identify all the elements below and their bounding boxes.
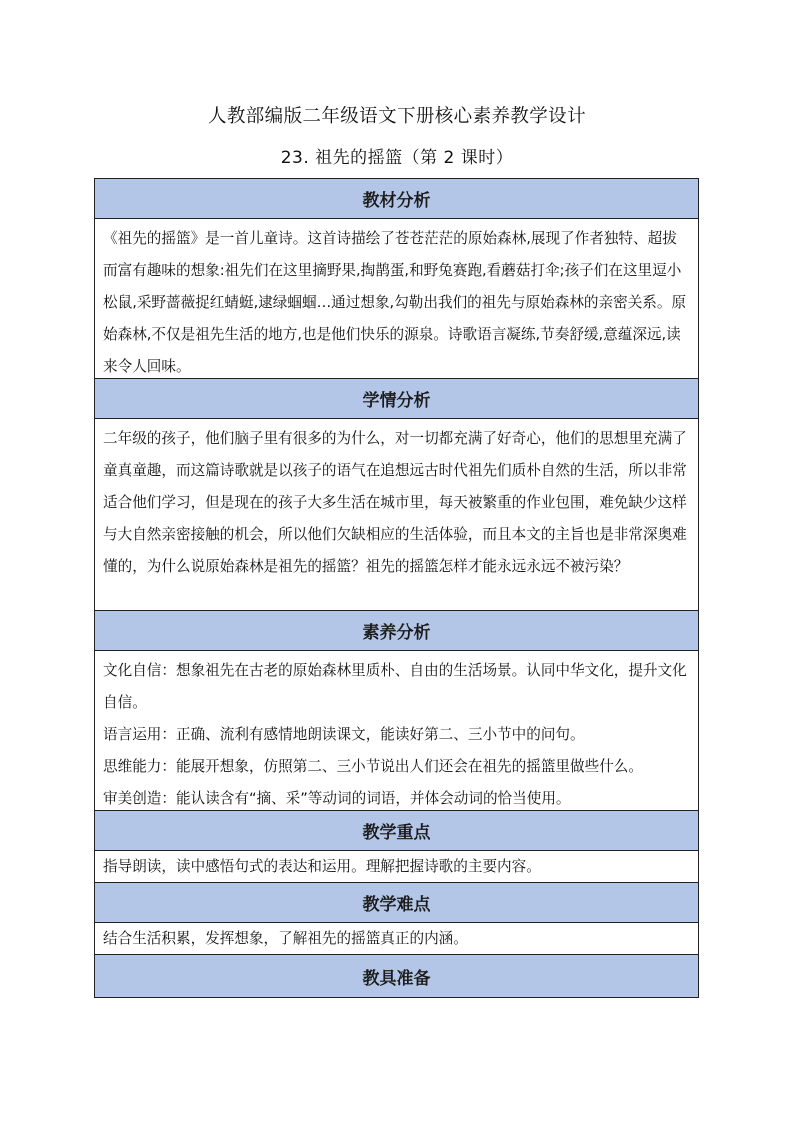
- lesson-plan-table: [94, 178, 699, 998]
- section-heading-textbook-analysis: 教材分析: [95, 179, 698, 219]
- section-body-literacy-analysis: [95, 651, 698, 811]
- literacy-culture: 文化自信：想象祖先在古老的原始森林里质朴、自由的生活场景。认同中华文化，提升文化自信。: [103, 662, 687, 711]
- section-body-teaching-difficulty: [95, 923, 698, 955]
- section-heading-teaching-difficulty: 教学难点: [95, 883, 698, 923]
- section-paragraph: 指导朗读，读中感悟句式的表达和运用。理解把握诗歌的主要内容。: [103, 858, 541, 875]
- literacy-language: 语言运用：正确、流利有感情地朗读课文，能读好第二、三小节中的问句。: [103, 726, 585, 743]
- section-heading-learner-analysis: 学情分析: [95, 379, 698, 419]
- document-title: 人教部编版二年级语文下册核心素养教学设计: [207, 106, 586, 127]
- section-paragraph: 《祖先的摇篮》是一首儿童诗。这首诗描绘了苍苍茫茫的原始森林,展现了作者独特、超拔而富有趣味的想象:祖先们在这里摘野果,掏鹊蛋,和野兔赛跑,看蘑菇打伞;孩子们在这里逗小松鼠,采野蔷薇捉红蜻蜓,逮绿蝈蝈…通过想象,勾勒出我们的祖先与原始森林的亲密关系。原始森林,不仅是祖先生活的地方,也是他们快乐的源泉。诗歌语言凝练,节奏舒缓,意蕴深远,读来令人回味。: [103, 230, 687, 375]
- section-heading-teaching-focus: 教学重点: [95, 811, 698, 851]
- section-body-textbook-analysis: [95, 219, 698, 379]
- literacy-aesthetic: 审美创造：能认读含有“摘、采”等动词的词语，并体会动词的恰当使用。: [103, 790, 571, 807]
- section-paragraph: 结合生活积累，发挥想象，了解祖先的摇篮真正的内涵。: [103, 930, 468, 947]
- lesson-subtitle: 23. 祖先的摇篮（第 2 课时）: [280, 148, 514, 168]
- section-body-teaching-focus: [95, 851, 698, 883]
- section-heading-teaching-aids: 教具准备: [95, 955, 698, 997]
- literacy-thinking: 思维能力：能展开想象，仿照第二、三小节说出人们还会在祖先的摇篮里做些什么。: [103, 758, 643, 775]
- section-paragraph: 二年级的孩子，他们脑子里有很多的为什么，对一切都充满了好奇心，他们的思想里充满了童真童趣，而这篇诗歌就是以孩子的语气在追想远古时代祖先们质朴自然的生活，所以非常适合他们学习，但是现在的孩子大多生活在城市里，每天被繁重的作业包围，难免缺少这样与大自然亲密接触的机会，所以他们欠缺相应的生活体验，而且本文的主旨也是非常深奥难懂的，为什么说原始森林是祖先的摇篮？祖先的摇篮怎样才能永远永远不被污染？: [103, 430, 687, 575]
- section-body-learner-analysis: [95, 419, 698, 611]
- section-heading-literacy-analysis: 素养分析: [95, 611, 698, 651]
